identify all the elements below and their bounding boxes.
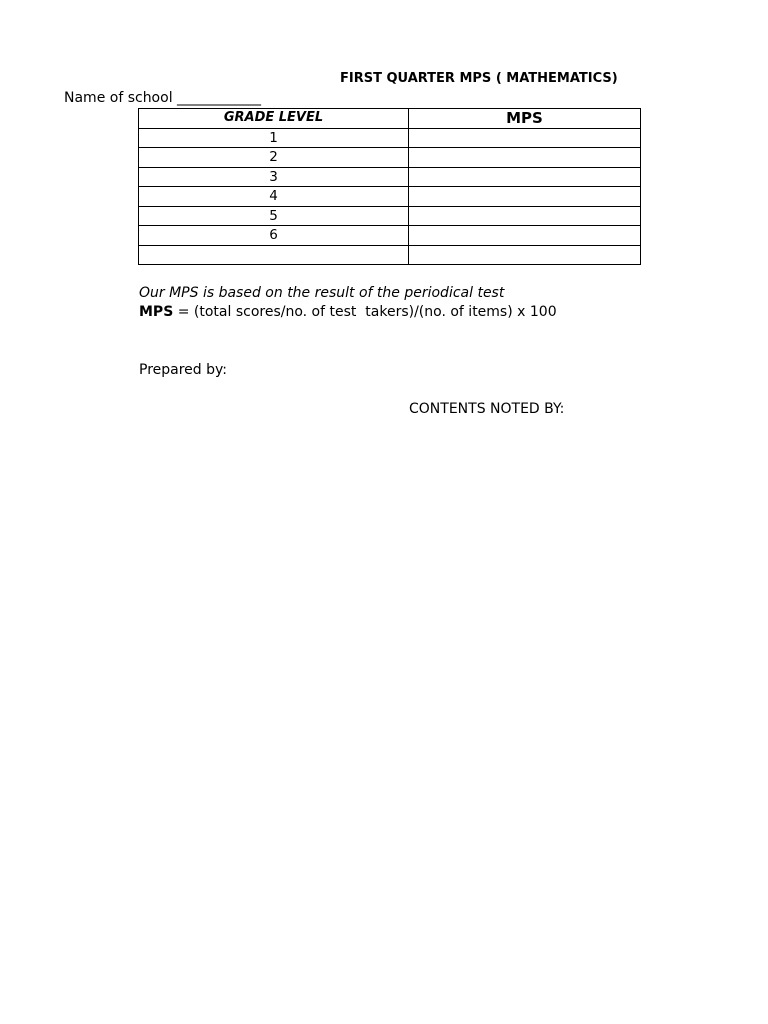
mps-cell bbox=[409, 226, 641, 246]
grade-cell: 5 bbox=[139, 206, 409, 226]
grade-cell bbox=[139, 245, 409, 265]
school-name-blank: ____________ bbox=[177, 90, 262, 106]
grade-cell: 1 bbox=[139, 128, 409, 148]
mps-formula bbox=[139, 304, 557, 320]
mps-table bbox=[138, 108, 641, 265]
school-name-label: Name of school bbox=[64, 90, 173, 106]
mps-cell bbox=[409, 148, 641, 168]
table-row bbox=[139, 206, 641, 226]
table-row bbox=[139, 148, 641, 168]
mps-cell bbox=[409, 167, 641, 187]
grade-cell: 6 bbox=[139, 226, 409, 246]
formula-label: MPS bbox=[139, 304, 174, 320]
mps-basis-note: Our MPS is based on the result of the periodical test bbox=[139, 285, 505, 301]
grade-cell: 4 bbox=[139, 187, 409, 207]
table-row bbox=[139, 245, 641, 265]
school-name-line bbox=[64, 90, 261, 106]
header-mps: MPS bbox=[409, 109, 641, 129]
table-row bbox=[139, 128, 641, 148]
table-header-row bbox=[139, 109, 641, 129]
table-row bbox=[139, 226, 641, 246]
prepared-by-label: Prepared by: bbox=[139, 362, 227, 378]
mps-cell bbox=[409, 245, 641, 265]
formula-text: = (total scores/no. of test takers)/(no. of items) x 100 bbox=[173, 304, 557, 320]
grade-cell: 3 bbox=[139, 167, 409, 187]
document-title: FIRST QUARTER MPS ( MATHEMATICS) bbox=[340, 71, 618, 86]
mps-cell bbox=[409, 187, 641, 207]
mps-cell bbox=[409, 206, 641, 226]
header-grade-level: GRADE LEVEL bbox=[139, 109, 409, 129]
grade-cell: 2 bbox=[139, 148, 409, 168]
table-row bbox=[139, 187, 641, 207]
mps-cell bbox=[409, 128, 641, 148]
contents-noted-by-label: CONTENTS NOTED BY: bbox=[409, 401, 565, 417]
table-row bbox=[139, 167, 641, 187]
